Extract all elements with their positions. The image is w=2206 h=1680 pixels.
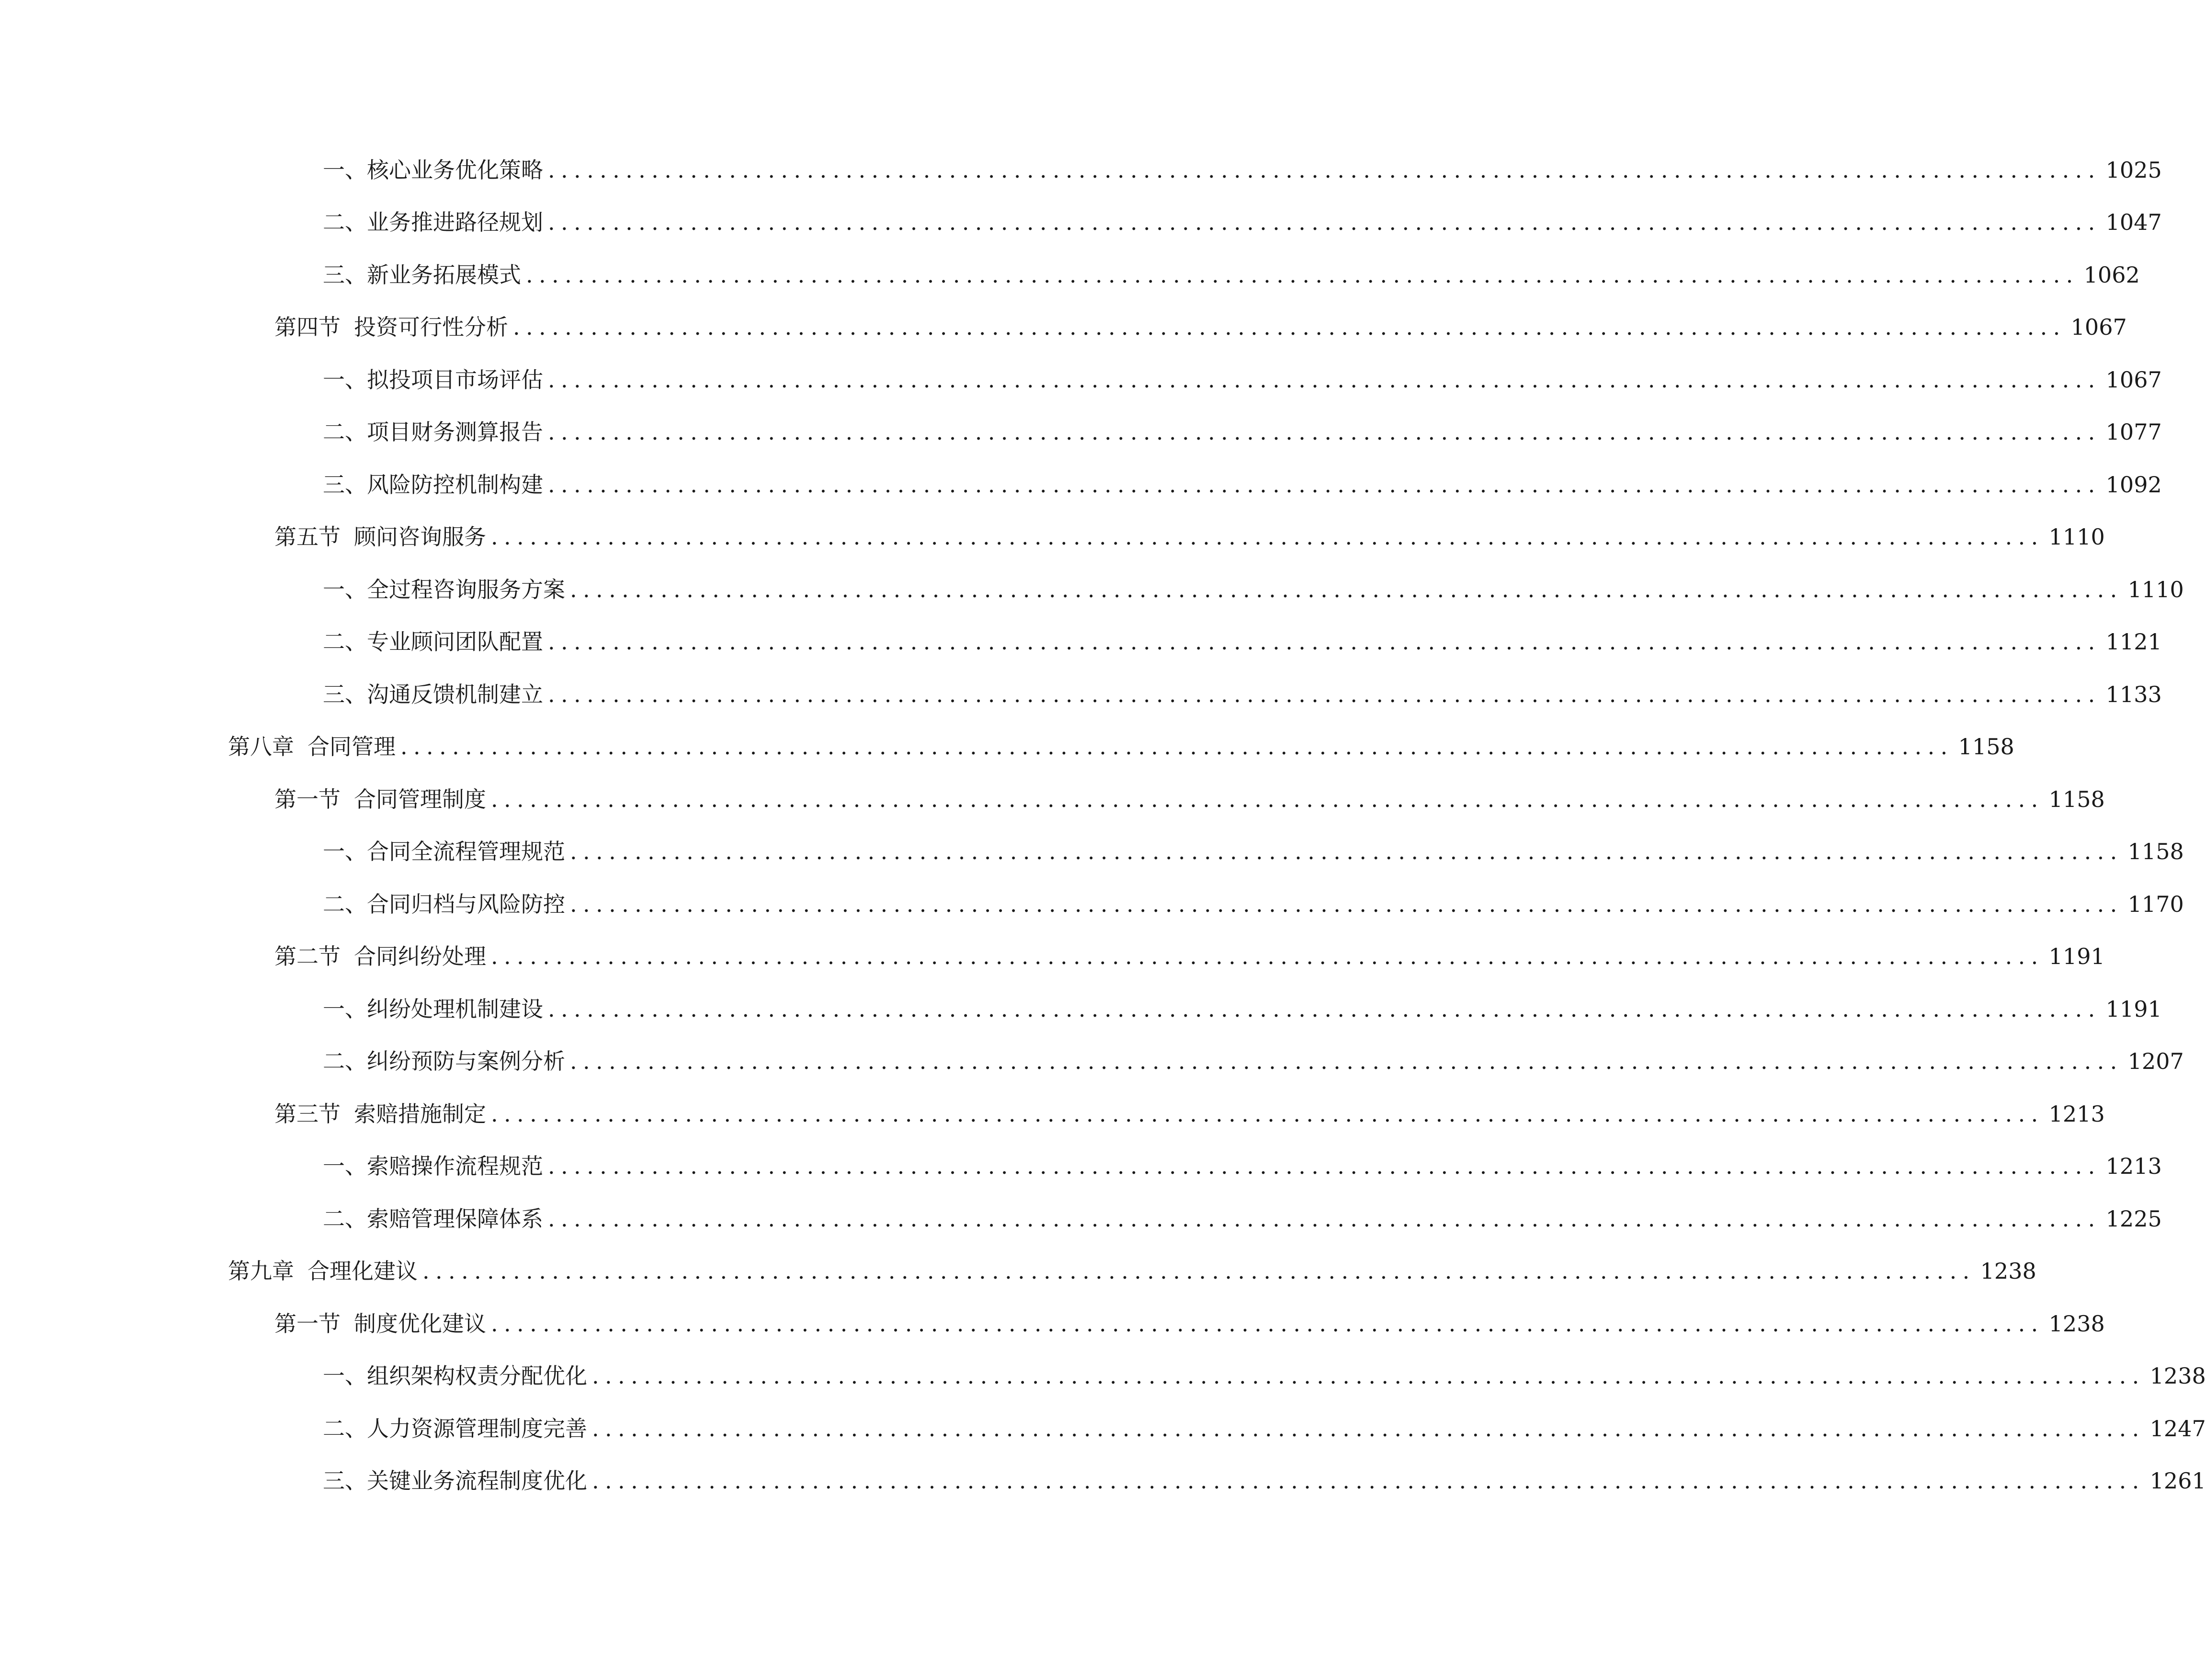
toc-entry-title: 业务推进路径规划	[367, 209, 543, 236]
toc-entry-title: 关键业务流程制度优化	[367, 1468, 587, 1494]
toc-entry[interactable]	[0, 406, 2162, 459]
toc-entry-title: 制度优化建议	[354, 1310, 486, 1337]
toc-entry-number: 第二节	[274, 943, 341, 970]
toc-entry-page-number: 1247	[2149, 1415, 2206, 1442]
toc-entry[interactable]	[0, 353, 2162, 406]
toc-entry-page-number: 1261	[2149, 1468, 2206, 1494]
toc-entry-title: 索赔措施制定	[354, 1101, 486, 1127]
toc-entry-page-number: 1025	[2105, 157, 2162, 183]
toc-entry[interactable]	[0, 196, 2162, 249]
toc-entry[interactable]	[0, 773, 2105, 826]
toc-entry-number: 一、	[323, 157, 367, 183]
toc-dot-leader: ........................................................................................................................	[548, 366, 2101, 393]
toc-dot-leader: ........................................................................................................................	[491, 1101, 2044, 1127]
toc-entry-number: 一、	[323, 1153, 367, 1180]
toc-dot-leader: ........................................................................................................................	[570, 1048, 2123, 1075]
toc-entry-page-number: 1067	[2105, 366, 2162, 393]
toc-entry[interactable]	[0, 1192, 2162, 1245]
toc-entry-title: 索赔操作流程规范	[367, 1153, 543, 1180]
toc-entry-number: 一、	[323, 1363, 367, 1389]
toc-entry-number: 第八章	[228, 734, 294, 760]
toc-entry-title: 合同归档与风险防控	[367, 891, 565, 917]
toc-entry-title: 组织架构权责分配优化	[367, 1363, 587, 1389]
toc-dot-leader: ........................................................................................................................	[548, 996, 2101, 1022]
toc-entry-number: 第一节	[274, 786, 341, 812]
toc-entry-number: 三、	[323, 1468, 367, 1494]
toc-entry-number: 二、	[323, 419, 367, 445]
toc-entry-page-number: 1158	[2048, 786, 2105, 812]
toc-entry[interactable]	[0, 983, 2162, 1035]
toc-entry-title: 纠纷预防与案例分析	[367, 1048, 565, 1075]
toc-dot-leader: ........................................................................................................................	[526, 261, 2079, 288]
toc-entry-number: 二、	[323, 1048, 367, 1075]
toc-entry-page-number: 1110	[2048, 524, 2105, 550]
toc-entry-number: 二、	[323, 891, 367, 917]
toc-entry-number: 一、	[323, 839, 367, 865]
toc-entry[interactable]	[0, 458, 2162, 511]
toc-dot-leader: ........................................................................................................................	[400, 734, 1954, 760]
toc-entry-number: 第四节	[274, 314, 341, 341]
toc-entry-number: 二、	[323, 209, 367, 236]
toc-entry-number: 第九章	[228, 1258, 294, 1284]
toc-dot-leader: ........................................................................................................................	[548, 209, 2101, 236]
toc-entry-number: 三、	[323, 471, 367, 498]
toc-dot-leader: ........................................................................................................................	[491, 786, 2044, 812]
toc-entry[interactable]	[0, 878, 2184, 931]
toc-entry-page-number: 1158	[2127, 839, 2184, 865]
toc-entry-page-number: 1092	[2105, 471, 2162, 498]
toc-dot-leader: ........................................................................................................................	[548, 471, 2101, 498]
toc-dot-leader: ........................................................................................................................	[548, 419, 2101, 445]
toc-entry[interactable]	[0, 721, 2014, 773]
toc-entry[interactable]	[0, 1035, 2184, 1088]
toc-entry[interactable]	[0, 1245, 2036, 1298]
toc-entry-page-number: 1213	[2105, 1153, 2162, 1180]
toc-entry-title: 风险防控机制构建	[367, 471, 543, 498]
toc-entry-title: 顾问咨询服务	[354, 524, 486, 550]
toc-dot-leader: ........................................................................................................................	[491, 1310, 2044, 1337]
toc-entry[interactable]	[0, 668, 2162, 721]
toc-entry-title: 专业顾问团队配置	[367, 629, 543, 655]
toc-entry-title: 合同全流程管理规范	[367, 839, 565, 865]
toc-dot-leader: ........................................................................................................................	[548, 681, 2101, 707]
toc-entry[interactable]	[0, 144, 2162, 196]
toc-entry-number: 二、	[323, 1415, 367, 1442]
toc-entry-number: 一、	[323, 576, 367, 602]
toc-dot-leader: ........................................................................................................................	[570, 891, 2123, 917]
toc-entry[interactable]	[0, 301, 2127, 354]
toc-entry[interactable]	[0, 249, 2140, 301]
toc-entry-number: 第一节	[274, 1310, 341, 1337]
toc-entry-page-number: 1207	[2127, 1048, 2184, 1075]
toc-dot-leader: ........................................................................................................................	[491, 943, 2044, 970]
toc-entry-title: 纠纷处理机制建设	[367, 996, 543, 1022]
toc-dot-leader: ........................................................................................................................	[422, 1258, 1976, 1284]
toc-entry-number: 二、	[323, 629, 367, 655]
toc-entry-page-number: 1047	[2105, 209, 2162, 236]
toc-entry-title: 合理化建议	[307, 1258, 418, 1284]
toc-entry-title: 沟通反馈机制建立	[367, 681, 543, 707]
toc-entry[interactable]	[0, 563, 2184, 616]
toc-entry[interactable]	[0, 826, 2184, 878]
toc-entry-page-number: 1121	[2105, 629, 2162, 655]
toc-entry-title: 索赔管理保障体系	[367, 1205, 543, 1232]
toc-entry-page-number: 1238	[2149, 1363, 2206, 1389]
toc-dot-leader: ........................................................................................................................	[592, 1363, 2145, 1389]
toc-entry-page-number: 1170	[2127, 891, 2184, 917]
toc-entry[interactable]	[0, 1350, 2206, 1403]
toc-entry-number: 第三节	[274, 1101, 341, 1127]
toc-dot-leader: ........................................................................................................................	[592, 1415, 2145, 1442]
toc-entry[interactable]	[0, 1140, 2162, 1193]
toc-dot-leader: ........................................................................................................................	[548, 1205, 2101, 1232]
toc-entry[interactable]	[0, 616, 2162, 669]
toc-entry-title: 全过程咨询服务方案	[367, 576, 565, 602]
toc-dot-leader: ........................................................................................................................	[570, 839, 2123, 865]
toc-dot-leader: ........................................................................................................................	[592, 1468, 2145, 1494]
toc-entry-number: 三、	[323, 261, 367, 288]
toc-entry-page-number: 1238	[2048, 1310, 2105, 1337]
toc-entry-title: 新业务拓展模式	[367, 261, 521, 288]
toc-entry-page-number: 1067	[2070, 314, 2127, 341]
toc-entry-number: 第五节	[274, 524, 341, 550]
toc-entry-title: 合同管理	[307, 734, 396, 760]
toc-entry[interactable]	[0, 1297, 2105, 1350]
toc-entry-title: 合同纠纷处理	[354, 943, 486, 970]
toc-entry-page-number: 1062	[2083, 261, 2140, 288]
toc-dot-leader: ........................................................................................................................	[548, 1153, 2101, 1180]
toc-dot-leader: ........................................................................................................................	[513, 314, 2066, 341]
toc-entry-title: 核心业务优化策略	[367, 157, 543, 183]
toc-entry-page-number: 1238	[1980, 1258, 2036, 1284]
toc-entry[interactable]	[0, 931, 2105, 983]
toc-entry-page-number: 1191	[2105, 996, 2162, 1022]
toc-entry-title: 人力资源管理制度完善	[367, 1415, 587, 1442]
toc-entry[interactable]	[0, 511, 2105, 564]
toc-entry[interactable]	[0, 1455, 2206, 1508]
table-of-contents	[0, 144, 2206, 1507]
toc-dot-leader: ........................................................................................................................	[491, 524, 2044, 550]
toc-entry-title: 项目财务测算报告	[367, 419, 543, 445]
toc-entry-page-number: 1133	[2105, 681, 2162, 707]
toc-entry-page-number: 1191	[2048, 943, 2105, 970]
toc-entry-title: 投资可行性分析	[354, 314, 508, 341]
toc-entry-page-number: 1158	[1958, 734, 2014, 760]
toc-entry-title: 合同管理制度	[354, 786, 486, 812]
toc-entry-number: 一、	[323, 996, 367, 1022]
toc-entry-title: 拟投项目市场评估	[367, 366, 543, 393]
toc-entry-number: 三、	[323, 681, 367, 707]
toc-dot-leader: ........................................................................................................................	[570, 576, 2123, 602]
toc-entry-page-number: 1110	[2127, 576, 2184, 602]
toc-dot-leader: ........................................................................................................................	[548, 157, 2101, 183]
toc-entry-page-number: 1077	[2105, 419, 2162, 445]
toc-entry-page-number: 1225	[2105, 1205, 2162, 1232]
toc-entry-page-number: 1213	[2048, 1101, 2105, 1127]
toc-entry[interactable]	[0, 1088, 2105, 1140]
toc-entry-number: 一、	[323, 366, 367, 393]
toc-entry[interactable]	[0, 1402, 2206, 1455]
toc-dot-leader: ........................................................................................................................	[548, 629, 2101, 655]
toc-entry-number: 二、	[323, 1205, 367, 1232]
